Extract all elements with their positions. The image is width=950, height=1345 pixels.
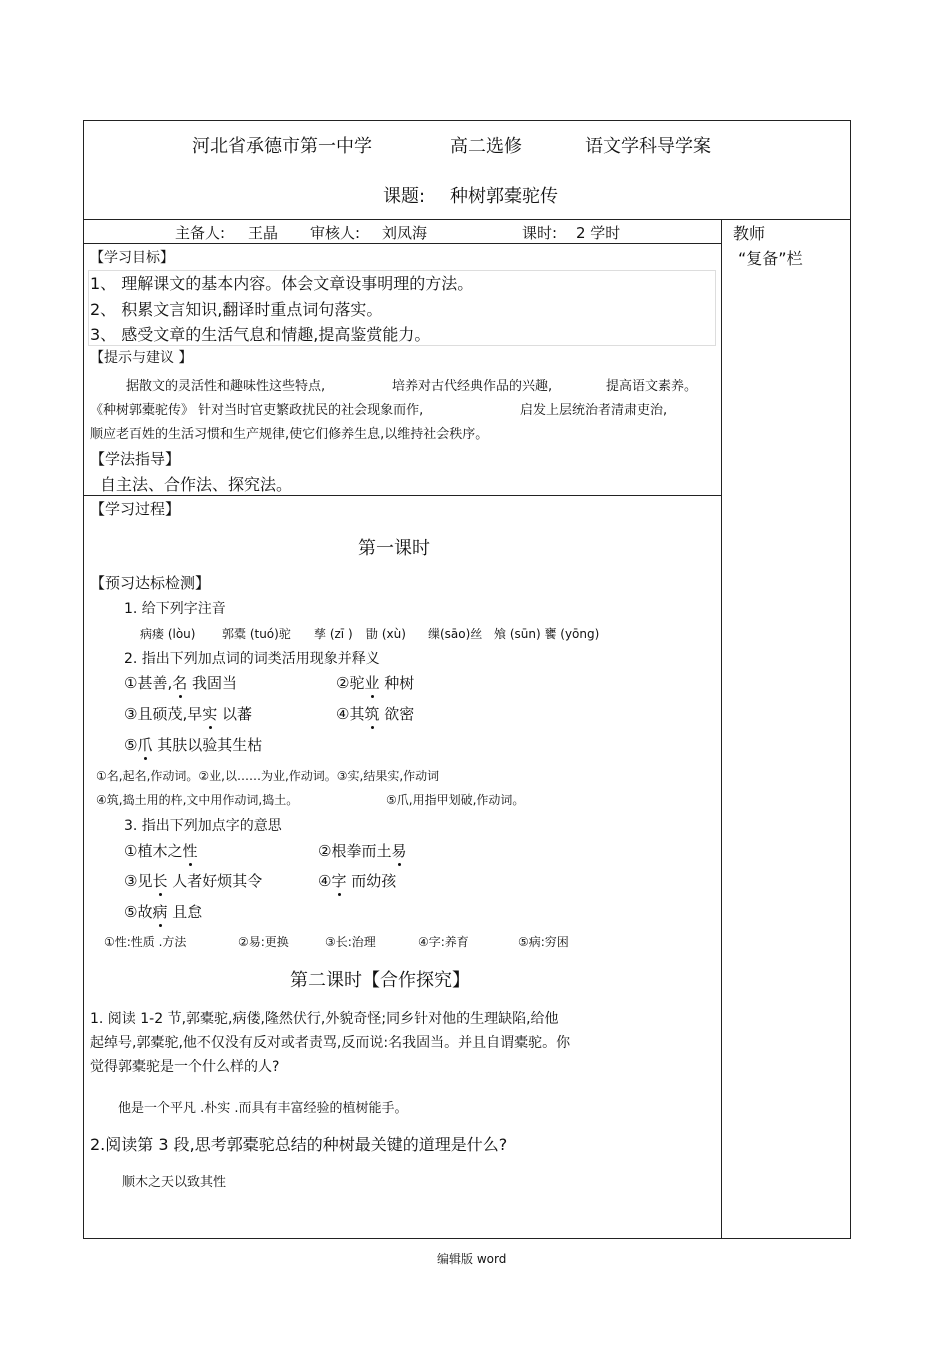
table-border-top (83, 120, 851, 121)
school-name: 河北省承德市第一中学 (192, 136, 372, 157)
q3-answer: ③长:治理 (325, 935, 376, 949)
sidebar-title: 教师 (733, 224, 766, 243)
q2-item: ②驼业 种树 (336, 674, 415, 692)
meta-divider (83, 243, 722, 244)
method-text: 自主法、合作法、探究法。 (100, 475, 293, 494)
q2-answer: ④筑,捣土用的杵,文中用作动词,捣土。 (96, 793, 299, 807)
q3-item: ②根拳而土易 (318, 842, 407, 860)
q3-item: ①植木之性 (124, 842, 198, 860)
table-border-right (850, 120, 851, 1239)
hours-label: 课时: (522, 224, 558, 242)
q3-answer: ⑤病:穷困 (518, 935, 569, 949)
tips-text: 《种树郭橐驼传》 针对当时官吏繁政扰民的社会现象而作, (90, 403, 424, 418)
preparer-label: 主备人: (175, 224, 226, 242)
process-divider (83, 495, 722, 496)
lesson-title: 种树郭橐驼传 (450, 186, 558, 207)
q2-answer: ①名,起名,作动词。②业,以……为业,作动词。③实,结果实,作动词 (96, 769, 440, 783)
question-1: 1. 给下列字注音 (124, 601, 226, 617)
q2-answer: ⑤爪,用指甲划破,作动词。 (386, 793, 525, 807)
pinyin-item: 缫(sāo)丝 (428, 627, 483, 641)
footer-text: 编辑版 word (437, 1252, 507, 1266)
tips-heading: 【提示与建议 】 (90, 350, 193, 366)
header-divider (83, 219, 851, 220)
paragraph-question: 1. 阅读 1-2 节,郭橐驼,病偻,隆然伏行,外貌奇怪;同乡针对他的生理缺陷,给他 (90, 1011, 559, 1027)
q3-answer: ②易:更换 (238, 935, 289, 949)
reviewer: 刘凤海 (382, 224, 428, 242)
process-heading: 【学习过程】 (90, 500, 181, 518)
q2-item: ①甚善,名 我固当 (124, 674, 238, 692)
q3-item: ④字 而幼孩 (318, 872, 397, 890)
paragraph-answer: 顺木之天以致其性 (122, 1175, 227, 1190)
objective-item: 3、 感受文章的生活气息和情趣,提高鉴赏能力。 (90, 325, 431, 344)
question-3: 3. 指出下列加点字的意思 (124, 818, 282, 834)
lesson-label: 课题: (383, 186, 426, 207)
sidebar-subtitle: “复备”栏 (738, 249, 803, 268)
pinyin-item: 病瘘 (lòu) (140, 627, 196, 641)
pinyin-item: 孳 (zī ) (314, 627, 353, 641)
objective-item: 1、 理解课文的基本内容。体会文章设事明理的方法。 (90, 274, 474, 293)
table-border-bottom (83, 1238, 851, 1239)
pinyin-item: 勖 (xù) (366, 627, 406, 641)
subject: 语文学科导学案 (585, 136, 711, 157)
preparer: 王晶 (248, 224, 279, 242)
q3-item: ③见长 人者好烦其令 (124, 872, 263, 890)
objective-item: 2、 积累文言知识,翻译时重点词句落实。 (90, 300, 383, 319)
tips-text: 顺应老百姓的生活习惯和生产规律,使它们修养生息,以维持社会秩序。 (90, 427, 489, 442)
q2-item: ④其筑 欲密 (336, 705, 415, 723)
question-2: 2. 指出下列加点词的词类活用现象并释义 (124, 651, 380, 667)
reviewer-label: 审核人: (310, 224, 361, 242)
method-heading: 【学法指导】 (90, 450, 181, 468)
tips-text: 启发上层统治者清肃吏治, (520, 403, 668, 418)
tips-text: 提高语文素养。 (606, 379, 698, 394)
q3-answer: ①性:性质 .方法 (104, 935, 187, 949)
lesson2-title: 第二课时【合作探究】 (290, 970, 470, 991)
pinyin-item: 飧 (sūn) 饔 (yōng) (494, 627, 600, 641)
q3-answer: ④字:养育 (418, 935, 469, 949)
tips-text: 培养对古代经典作品的兴趣, (392, 379, 553, 394)
tips-text: 据散文的灵活性和趣味性这些特点, (126, 379, 326, 394)
objectives-heading: 【学习目标】 (90, 250, 174, 266)
lesson1-title: 第一课时 (358, 538, 430, 559)
paragraph-answer: 他是一个平凡 .朴实 .而具有丰富经验的植树能手。 (118, 1101, 408, 1116)
q2-item: ⑤爪 其肤以验其生枯 (124, 736, 263, 754)
sidebar-divider (721, 219, 722, 1239)
table-border-left (83, 120, 84, 1239)
pinyin-item: 郭橐 (tuó)驼 (222, 627, 291, 641)
q2-item: ③且硕茂,早实 以蕃 (124, 705, 253, 723)
q3-item: ⑤故病 且怠 (124, 903, 203, 921)
paragraph-question: 觉得郭橐驼是一个什么样的人? (90, 1059, 280, 1075)
preview-heading: 【预习达标检测】 (90, 574, 211, 592)
paragraph-question: 起绰号,郭橐驼,他不仅没有反对或者责骂,反而说:名我固当。并且自谓橐驼。你 (90, 1035, 571, 1051)
paragraph-question: 2.阅读第 3 段,思考郭橐驼总结的种树最关键的道理是什么? (90, 1135, 508, 1154)
hours: 2 学时 (576, 224, 621, 242)
grade: 高二选修 (450, 136, 522, 157)
